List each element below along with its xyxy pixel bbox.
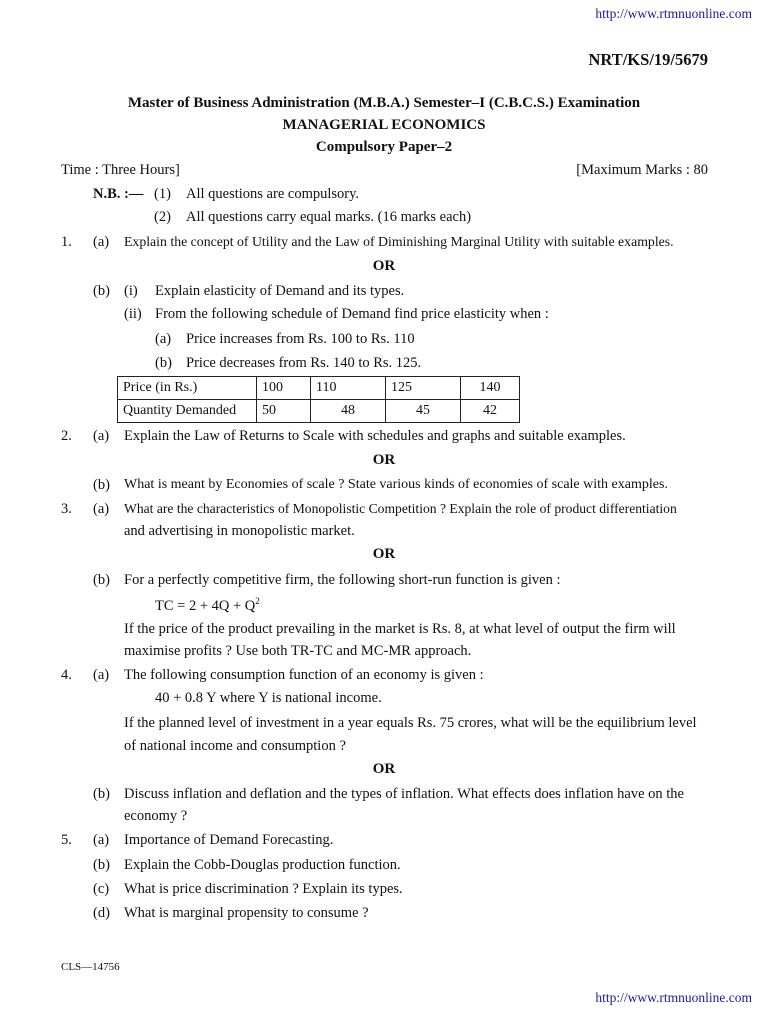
question-text: Explain elasticity of Demand and its types.: [155, 283, 405, 299]
question-text: Price decreases from Rs. 140 to Rs. 125.: [186, 355, 422, 371]
table-cell: 42: [461, 400, 520, 423]
nb-number: (1): [154, 186, 171, 202]
table-cell: 125: [386, 377, 461, 400]
sub-question-label: (a): [93, 501, 110, 517]
sub-question-label: (b): [93, 477, 110, 493]
top-url-link[interactable]: http://www.rtmnuonline.com: [595, 6, 752, 21]
question-text: maximise profits ? Use both TR-TC and MC-MR approach.: [124, 643, 472, 659]
sub-question-label: (d): [93, 905, 110, 921]
question-text: economy ?: [124, 808, 188, 824]
table-cell: 140: [461, 377, 520, 400]
equation: 40 + 0.8 Y where Y is national income.: [155, 690, 382, 706]
question-text: If the price of the product prevailing in the market is Rs. 8, at what level of output the firm will: [124, 621, 676, 637]
question-text: From the following schedule of Demand find price elasticity when :: [155, 306, 549, 322]
question-text: The following consumption function of an economy is given :: [124, 667, 484, 683]
question-text: Explain the Law of Returns to Scale with schedules and graphs and suitable examples.: [124, 428, 626, 444]
sub-question-label: (a): [93, 832, 110, 848]
question-number: 2.: [61, 428, 72, 444]
table-cell: 110: [311, 377, 386, 400]
question-text: Importance of Demand Forecasting.: [124, 832, 334, 848]
equation-text: TC = 2 + 4Q + Q: [155, 597, 256, 614]
question-text: What is price discrimination ? Explain its types.: [124, 881, 403, 897]
question-text: Discuss inflation and deflation and the types of inflation. What effects does inflation have on the: [124, 786, 684, 802]
subject-title: MANAGERIAL ECONOMICS: [282, 117, 486, 133]
question-number: 3.: [61, 501, 72, 517]
demand-schedule-table: [117, 376, 520, 423]
table-cell: 48: [311, 400, 386, 423]
table-cell: 100: [257, 377, 311, 400]
time-label: Time : Three Hours]: [61, 162, 180, 178]
question-text: What is meant by Economies of scale ? State various kinds of economies of scale with examples.: [124, 477, 668, 492]
question-number: 5.: [61, 832, 72, 848]
sub-question-label: (ii): [124, 306, 142, 322]
bottom-url-link[interactable]: http://www.rtmnuonline.com: [595, 990, 752, 1005]
nb-note: All questions carry equal marks. (16 marks each): [186, 209, 472, 225]
or-divider: OR: [372, 258, 396, 274]
question-number: 4.: [61, 667, 72, 683]
sub-question-label: (i): [124, 283, 138, 299]
or-divider: OR: [372, 452, 396, 468]
sub-question-label: (b): [93, 572, 110, 588]
equation: [155, 596, 260, 615]
max-marks-label: [Maximum Marks : 80: [576, 162, 708, 178]
sub-question-label: (b): [155, 355, 172, 371]
sub-question-label: (a): [155, 331, 172, 347]
sub-question-label: (b): [93, 857, 110, 873]
table-header-cell: Price (in Rs.): [118, 377, 257, 400]
exam-title: Master of Business Administration (M.B.A.) Semester–I (C.B.C.S.) Examination: [127, 95, 641, 111]
table-row: [118, 377, 520, 400]
question-text: What are the characteristics of Monopolistic Competition ? Explain the role of product differentiation: [124, 501, 677, 516]
question-text: Price increases from Rs. 100 to Rs. 110: [186, 331, 415, 347]
table-cell: 45: [386, 400, 461, 423]
question-text: Explain the concept of Utility and the Law of Diminishing Marginal Utility with suitable examples.: [124, 234, 674, 249]
sub-question-label: (b): [93, 786, 110, 802]
question-text: and advertising in monopolistic market.: [124, 523, 355, 539]
question-text: Explain the Cobb-Douglas production function.: [124, 857, 401, 873]
sub-question-label: (a): [93, 667, 110, 683]
sub-question-label: (c): [93, 881, 110, 897]
paper-code: NRT/KS/19/5679: [588, 50, 708, 69]
nb-label: N.B. :—: [93, 186, 144, 202]
document-code: CLS—14756: [61, 961, 120, 973]
table-row: [118, 400, 520, 423]
paper-title: Compulsory Paper–2: [315, 139, 453, 155]
question-text: of national income and consumption ?: [124, 738, 346, 754]
table-cell: 50: [257, 400, 311, 423]
sub-question-label: (a): [93, 428, 110, 444]
or-divider: OR: [372, 546, 396, 562]
sub-question-label: (a): [93, 234, 110, 250]
question-text: What is marginal propensity to consume ?: [124, 905, 369, 921]
nb-note: All questions are compulsory.: [186, 186, 360, 202]
question-number: 1.: [61, 234, 72, 250]
or-divider: OR: [372, 761, 396, 777]
equation-exponent: 2: [255, 596, 260, 606]
sub-question-label: (b): [93, 283, 110, 299]
question-text: For a perfectly competitive firm, the following short-run function is given :: [124, 572, 561, 588]
question-text: If the planned level of investment in a year equals Rs. 75 crores, what will be the equilibrium level: [124, 715, 697, 731]
table-header-cell: Quantity Demanded: [118, 400, 257, 423]
nb-number: (2): [154, 209, 171, 225]
